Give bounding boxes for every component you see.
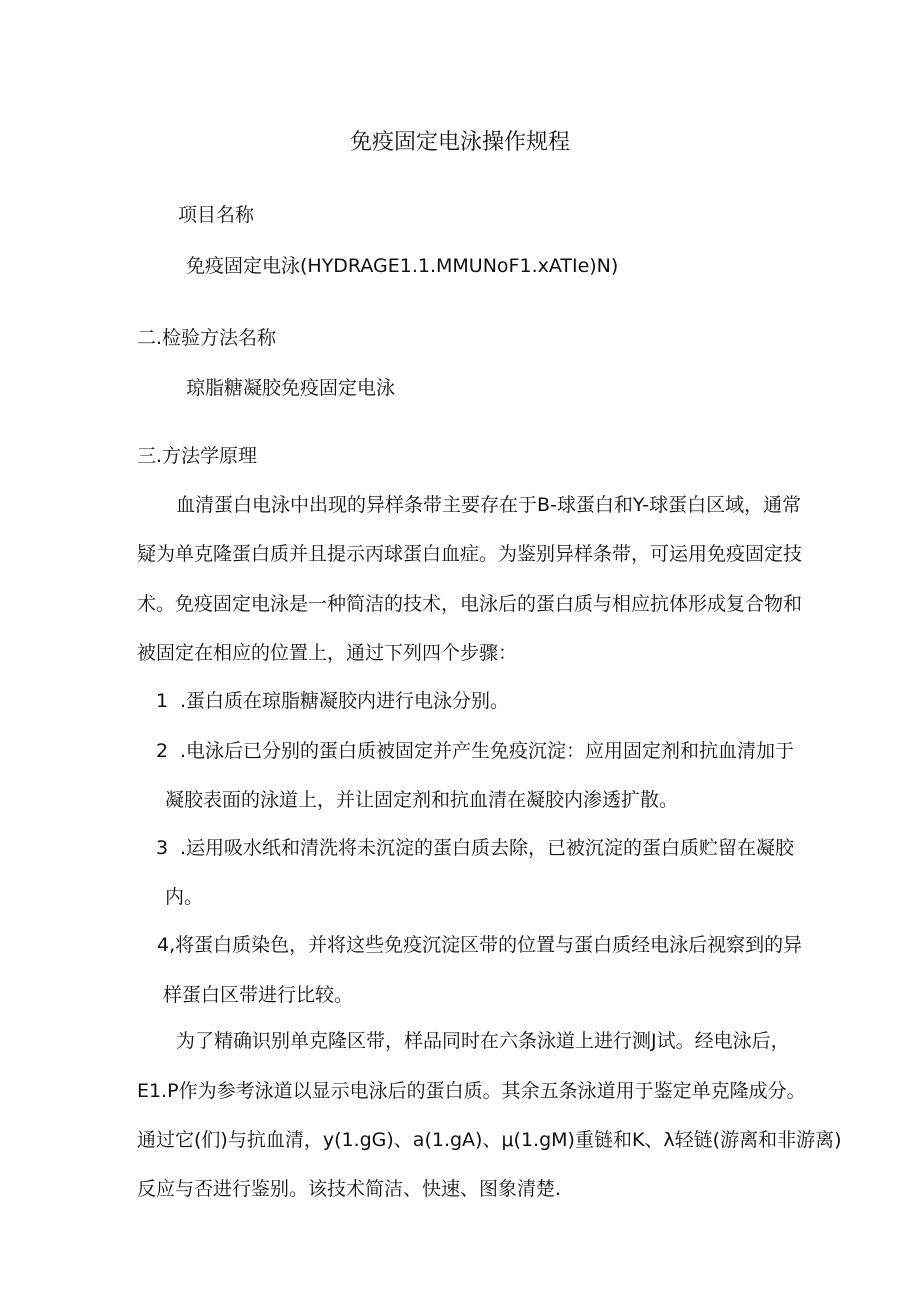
section2-heading: 二.检验方法名称 bbox=[137, 327, 277, 349]
para1-line: 被固定在相应的位置上，通过下列四个步骤： bbox=[137, 642, 518, 664]
step-text: 内。 bbox=[165, 886, 204, 908]
section3-heading: 三.方法学原理 bbox=[137, 445, 258, 467]
step-text: .电泳后已分别的蛋白质被固定并产生免疫沉淀：应用固定剂和抗血清加于 bbox=[180, 740, 795, 762]
step-text: 凝胶表面的泳道上，并让固定剂和抗血清在凝胶内渗透扩散。 bbox=[165, 789, 679, 811]
step-number: 3 bbox=[156, 837, 169, 859]
para2-line: E1.P作为参考泳道以显示电泳后的蛋白质。其余五条泳道用于鉴定单克隆成分。 bbox=[137, 1080, 806, 1102]
para1-line: 术。免疫固定电泳是一种简洁的技术，电泳后的蛋白质与相应抗体形成复合物和 bbox=[137, 593, 803, 615]
para1-line: 疑为单克隆蛋白质并且提示丙球蛋白血症。为鉴别异样条带，可运用免疫固定技 bbox=[137, 543, 803, 565]
step-number: 2 bbox=[156, 740, 169, 762]
step-text: .运用吸水纸和清洗将未沉淀的蛋白质去除，已被沉淀的蛋白质贮留在凝胶 bbox=[180, 837, 795, 859]
section2-content: 琼脂糖凝胶免疫固定电泳 bbox=[186, 377, 396, 399]
step-text: 4,将蛋白质染色，并将这些免疫沉淀区带的位置与蛋白质经电泳后视察到的异 bbox=[157, 934, 803, 956]
para2-line: 反应与否进行鉴别。该技术简洁、快速、图象清楚. bbox=[137, 1178, 562, 1200]
para1-line: 血清蛋白电泳中出现的异样条带主要存在于B-球蛋白和Y-球蛋白区域，通常 bbox=[176, 494, 802, 516]
step-text: .蛋白质在琼脂糖凝胶内进行电泳分别。 bbox=[180, 690, 510, 712]
step-number: 1 bbox=[156, 690, 169, 712]
para2-line: 为了精确识别单克隆区带，样品同时在六条泳道上进行测J试。经电泳后， bbox=[176, 1030, 790, 1052]
para2-line: 通过它(们)与抗血清，y(1.gG)、a(1.gA)、μ(1.gM)重链和K、λ轻链(游离和非游离) bbox=[137, 1129, 842, 1151]
section1-heading: 项目名称 bbox=[178, 204, 255, 226]
section1-content: 免疫固定电泳(HYDRAGE1.1.MMUNoF1.xATIe)N) bbox=[186, 255, 619, 277]
step-text: 样蛋白区带进行比较。 bbox=[163, 984, 354, 1006]
page-title: 免疫固定电泳操作规程 bbox=[349, 130, 570, 155]
